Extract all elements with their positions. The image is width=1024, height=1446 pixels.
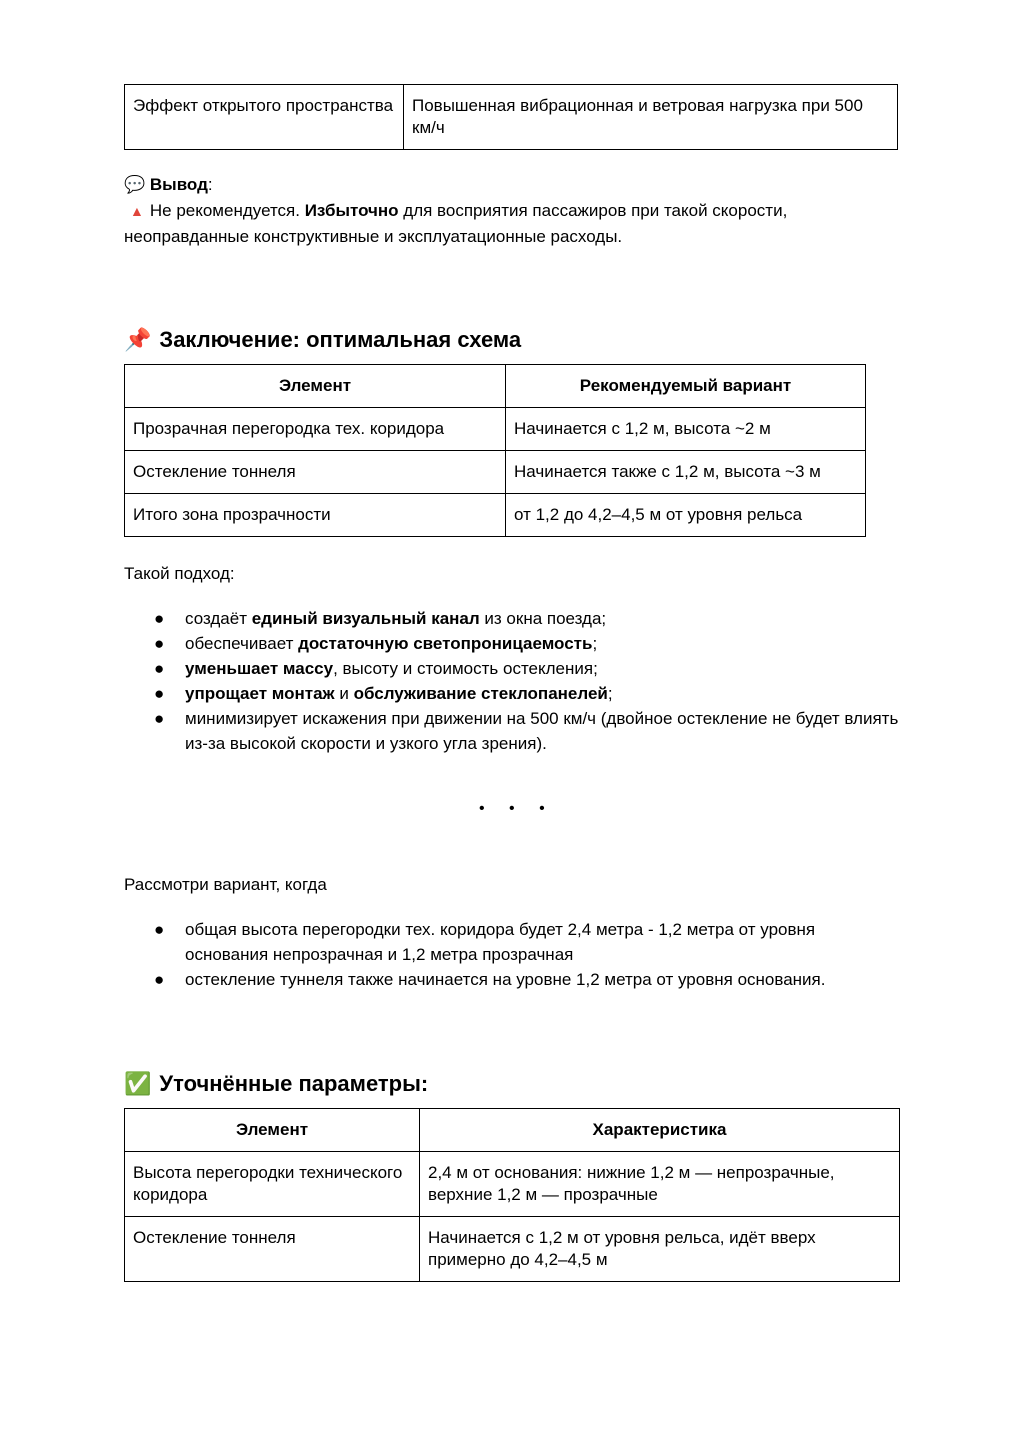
item-text: остекление туннеля также начинается на уровне 1,2 метра от уровня основания.	[185, 970, 826, 989]
table-row	[125, 494, 866, 537]
item-bold: уменьшает массу	[185, 659, 334, 678]
item-text: и	[334, 684, 354, 703]
list-item	[124, 967, 900, 992]
consider-list	[124, 917, 900, 992]
table-cell: Высота перегородки технического коридора	[125, 1152, 420, 1217]
bullet-icon: ●	[154, 609, 165, 628]
table-header-row	[125, 365, 866, 408]
list-item	[124, 706, 900, 756]
red-triangle-icon: ▲	[130, 203, 144, 219]
item-text: , высоту и стоимость остекления;	[333, 659, 598, 678]
conclusion-text-bold: Избыточно	[304, 201, 399, 220]
table-header-row	[125, 1109, 900, 1152]
approach-list	[124, 606, 900, 756]
item-bold: достаточную светопроницаемость	[298, 634, 593, 653]
table-cell: Прозрачная перегородка тех. коридора	[125, 408, 506, 451]
list-item	[124, 917, 900, 967]
item-text: ;	[592, 634, 598, 653]
table-cell: Остекление тоннеля	[125, 451, 506, 494]
section-title: Уточнённые параметры:	[159, 1071, 429, 1096]
bullet-icon: ●	[154, 920, 165, 939]
table-row	[125, 1217, 900, 1282]
section-title: Заключение: оптимальная схема	[159, 327, 522, 352]
table-cell: Остекление тоннеля	[125, 1217, 420, 1282]
section-separator: • • •	[479, 800, 555, 817]
table-header-cell: Характеристика	[420, 1109, 900, 1152]
check-mark-icon: ✅	[124, 1071, 152, 1096]
section-heading-refined	[124, 1070, 428, 1098]
table-cell: Начинается с 1,2 м, высота ~2 м	[506, 408, 866, 451]
table-cell: Повышенная вибрационная и ветровая нагрузка при 500 км/ч	[404, 85, 898, 150]
list-item	[124, 656, 900, 681]
table-row	[125, 451, 866, 494]
conclusion-label: Вывод	[149, 175, 208, 194]
bullet-icon: ●	[154, 970, 165, 989]
conclusion-block	[124, 172, 900, 250]
comparison-table-fragment	[124, 84, 898, 150]
refined-parameters-table	[124, 1108, 900, 1282]
bullet-icon: ●	[154, 634, 165, 653]
item-text: из окна поезда;	[479, 609, 607, 628]
table-cell: 2,4 м от основания: нижние 1,2 м — непрозрачные, верхние 1,2 м — прозрачные	[420, 1152, 900, 1217]
table-cell: Начинается также с 1,2 м, высота ~3 м	[506, 451, 866, 494]
conclusion-text-end: для восприятия пассажиров при такой скорости, неоправданные конструктивные и эксплуатационные расходы.	[124, 201, 788, 246]
item-text: ;	[607, 684, 613, 703]
table-cell: Эффект открытого пространства	[125, 85, 404, 150]
table-cell: Итого зона прозрачности	[125, 494, 506, 537]
item-text: общая высота перегородки тех. коридора будет 2,4 метра - 1,2 метра от уровня основания непрозрачная и 1,2 метра прозрачная	[185, 920, 816, 964]
bullet-icon: ●	[154, 709, 165, 728]
table-cell: Начинается с 1,2 м от уровня рельса, идёт вверх примерно до 4,2–4,5 м	[420, 1217, 900, 1282]
table-header-cell: Элемент	[125, 365, 506, 408]
table-cell: от 1,2 до 4,2–4,5 м от уровня рельса	[506, 494, 866, 537]
section-heading-summary	[124, 326, 521, 354]
summary-table	[124, 364, 866, 537]
list-item	[124, 681, 900, 706]
table-row	[125, 85, 898, 150]
conclusion-colon: :	[207, 175, 213, 194]
table-header-cell: Рекомендуемый вариант	[506, 365, 866, 408]
bullet-icon: ●	[154, 684, 165, 703]
item-text: обеспечивает	[185, 634, 299, 653]
list-item	[124, 606, 900, 631]
item-bold: упрощает монтаж	[185, 684, 335, 703]
pushpin-icon: 📌	[124, 327, 152, 352]
document-page	[124, 84, 900, 1269]
item-bold: обслуживание стеклопанелей	[353, 684, 608, 703]
list-item	[124, 631, 900, 656]
speech-bubble-icon: 💬	[124, 175, 146, 194]
table-header-cell: Элемент	[125, 1109, 420, 1152]
table-row	[125, 408, 866, 451]
item-bold: единый визуальный канал	[251, 609, 480, 628]
conclusion-text-start: Не рекомендуется.	[149, 201, 305, 220]
consider-intro: Рассмотри вариант, когда	[124, 875, 327, 894]
item-text: создаёт	[185, 609, 252, 628]
item-text: минимизирует искажения при движении на 500 км/ч (двойное остекление не будет влиять из-за высокой скорости и узкого угла зрения).	[185, 709, 899, 753]
approach-intro: Такой подход:	[124, 564, 235, 583]
bullet-icon: ●	[154, 659, 165, 678]
table-row	[125, 1152, 900, 1217]
